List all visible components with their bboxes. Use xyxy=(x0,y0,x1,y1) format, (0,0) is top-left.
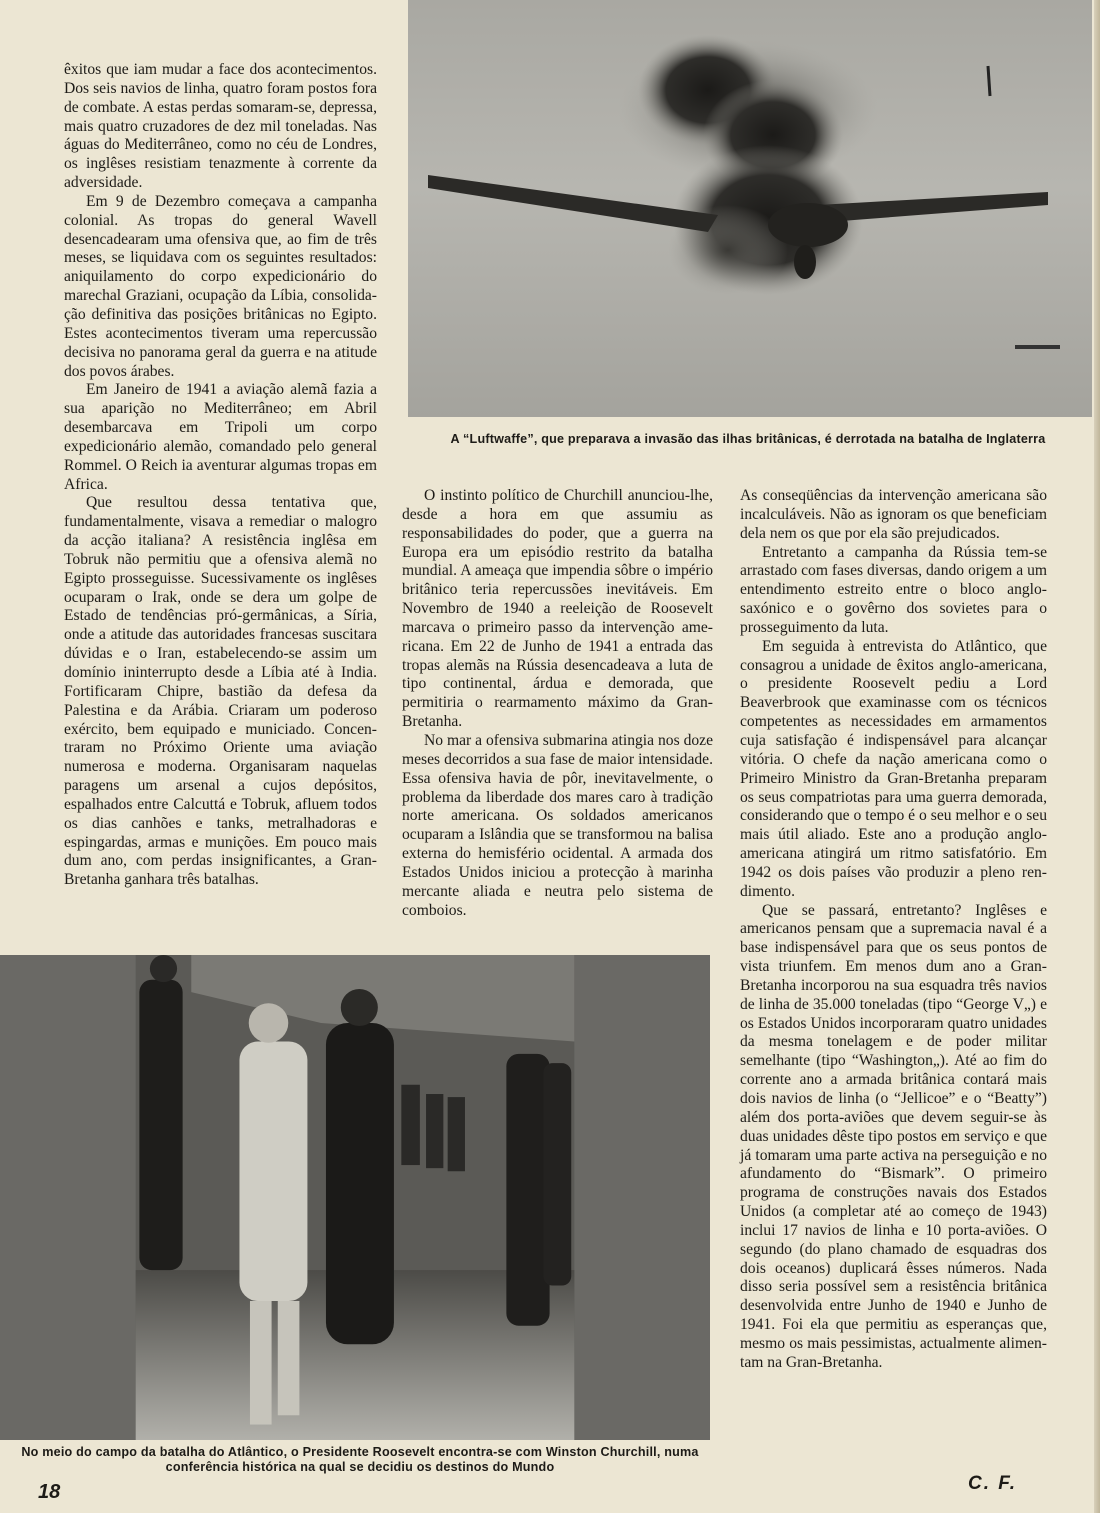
page-edge xyxy=(1094,0,1100,1513)
author-signature: C. F. xyxy=(968,1473,1018,1494)
caption-meeting: No meio do campo da batalha do Atlântico, o Presidente Roosevelt encontra-se com Winston Churchill, numa conferência histórica na qual se decidiu os destinos do Mundo xyxy=(21,1445,699,1474)
paragraph: Em Janeiro de 1941 a aviação alemã fazia a sua aparição no Mediterrâneo; em Abril desembarcava em Tripoli um corpo expedicionário alemão, comandado pelo general Rommel. O Reich ia aventurar algumas tropas em Africa. xyxy=(64,381,377,493)
paragraph: Em 9 de Dezembro começava a campanha colonial. As tropas do general Wavell desencadearam uma ofensiva que, ao fim de três meses, se liquidava com os seguintes resultados: aniquilamento do corpo expedicionário do marechal Graziani, ocupação da Líbia, consolidação definitiva das posições britânicas no Egipto. Estes acontecimentos tiveram uma repercussão decisiva no panorama geral da guerra e na atitude dos povos árabes. xyxy=(64,192,377,380)
paragraph: Entretanto a campanha da Rússia tem-se arrastado com fases diversas, dando origem a um entendimento estreito entre o bloco anglo-saxónico e o govêrno dos sovietes para o prosseguimento da luta. xyxy=(740,543,1047,636)
paragraph: O instinto político de Churchill anunciou-lhe, desde a hora em que assumiu as responsabilidades do poder, que a guerra na Europa era um episódio restrito da batalha mundial. A ameaça que impendia sôbre o império britânico teria repercussões inevitáveis. Em Novembro de 1940 a reeleição de Roosevelt marcava o primeiro passo da intervenção americana. Em 22 de Junho de 1941 a entrada das tropas alemãs na Rússia desencadeava a luta de tipo continental, árdua e demorada, que permitiria o rearmamento máximo da Gran-Bretanha. xyxy=(402,487,713,731)
paragraph: Que se passará, entretanto? Inglêses e americanos pensam que a supremacia naval é a base indispensável para que os seus pontos de vista triunfem. Em menos dum ano a Gran-Bretanha incorporou na sua esquadra três navios de linha de 35.000 toneladas (tipo “George V„) e os Estados Unidos incorporaram quatro unidades da mesma tonelagem e de poder militar semelhante (tipo “Washington„). Até ao fim do corrente ano a armada britânica contará mais dois navios de linha (o “Jellicoe” e o “Beatty”) além dos porta-aviões que devem seguir-se às duas unidades dêste tipo postos em serviço e que já tomaram uma parte activa na perseguição e no afundamento do “Bismark”. O primeiro programa de construções navais dos Estados Unidos (a completar até ao começo de 1943) inclui 17 navios de linha e 10 porta-aviões. O segundo (do plano chamado de esquadras dos dois oceanos) duplicará êsses números. Nada disso seria possível sem a resistência britânica desenvolvida entre Junho de 1940 e Junho de 1941. Foi ela que permitiu as esperanças que, mesmo os mais pessimistas, actualmente alimentam na Gran-Bretanha. xyxy=(740,901,1047,1371)
meeting-illustration xyxy=(0,955,710,1440)
paragraph: êxitos que iam mudar a face dos acontecimentos. Dos seis navios de linha, quatro foram postos fora de combate. A estas perdas somaram-se, depressa, mais quatro cruzadores de dez mil toneladas. Nas águas do Mediterrâneo, como no céu de Londres, os inglêses resistiam tenazmente à corrente da adversidade. xyxy=(64,61,377,192)
burning-plane-illustration xyxy=(408,0,1092,417)
paragraph: Que resultou dessa tentativa que, fundamentalmente, visava a remediar o malogro da acção italiana? A resistência inglêsa em Tobruk não permitiu que a ofensiva alemã no Egipto prosseguisse. Sucessivamente os inglêses ocuparam o Irak, onde se dera um golpe de Estado de tendências pró-germânicas, a Síria, onde a atitude das autoridades francesas suscitara dúvidas e o Iran, estabelecendo-se assim um domínio ininterrupto desde a Líbia até à India. Fortificaram Chipre, bastião da defesa da Palestina e da Arábia. Criaram um poderoso exército, bem equipado e municiado. Concentraram no Próximo Oriente uma aviação numerosa e moderna. Organisaram naquelas paragens um arsenal a cujos depósitos, espalhados entre Calcuttá e Tobruk, afluem todos os dias canhões e tanks, metralhadoras e espingardas, armas e munições. Em pouco mais dum ano, com perdas insignificantes, a Gran-Bretanha ganhara três batalhas. xyxy=(64,494,377,889)
page-number: 18 xyxy=(38,1481,61,1503)
paragraph: Em seguida à entrevista do Atlântico, que consagrou a unidade de êxitos anglo-americana, o presidente Roosevelt pediu a Lord Beaverbrook que examinasse com os técnicos competentes as necessidades em armamentos cuja satisfação é indispensável para alcançar vitória. O chefe da nação americana como o Primeiro Ministro da Gran-Bretanha preparam os seus compatriotas para uma guerra demorada, considerando que o tempo é o seu melhor e o seu mais útil aliado. Este ano a produção anglo-americana atingirá um ritmo satisfatório. Em 1942 os dois países vão produzir a pleno rendimento. xyxy=(740,637,1047,900)
caption-plane: A “Luftwaffe”, que preparava a invasão das ilhas britânicas, é derrotada na batalha de Inglaterra xyxy=(450,432,1046,446)
photo-burning-plane xyxy=(408,0,1092,417)
text-column-left xyxy=(64,61,377,890)
text-column-middle xyxy=(402,487,713,920)
text-column-right xyxy=(740,487,1047,1373)
paragraph: As conseqüências da intervenção americana são incalculáveis. Não as ignoram os que beneficiam dela nem os que por ela são prejudicados. xyxy=(740,487,1047,542)
paragraph: No mar a ofensiva submarina atingia nos doze meses decorridos a sua fase de maior intensidade. Essa ofensiva havia de pôr, inevitavelmente, o problema da liberdade dos mares caro à tradição norte americana. Os soldados americanos ocuparam a Islândia que se transformou na balisa externa do hemisfério ocidental. A armada dos Estados Unidos iniciou a protecção à marinha mercante aliada e neutra pelo sistema de comboios. xyxy=(402,731,713,919)
photo-roosevelt-churchill-image xyxy=(0,955,710,1440)
